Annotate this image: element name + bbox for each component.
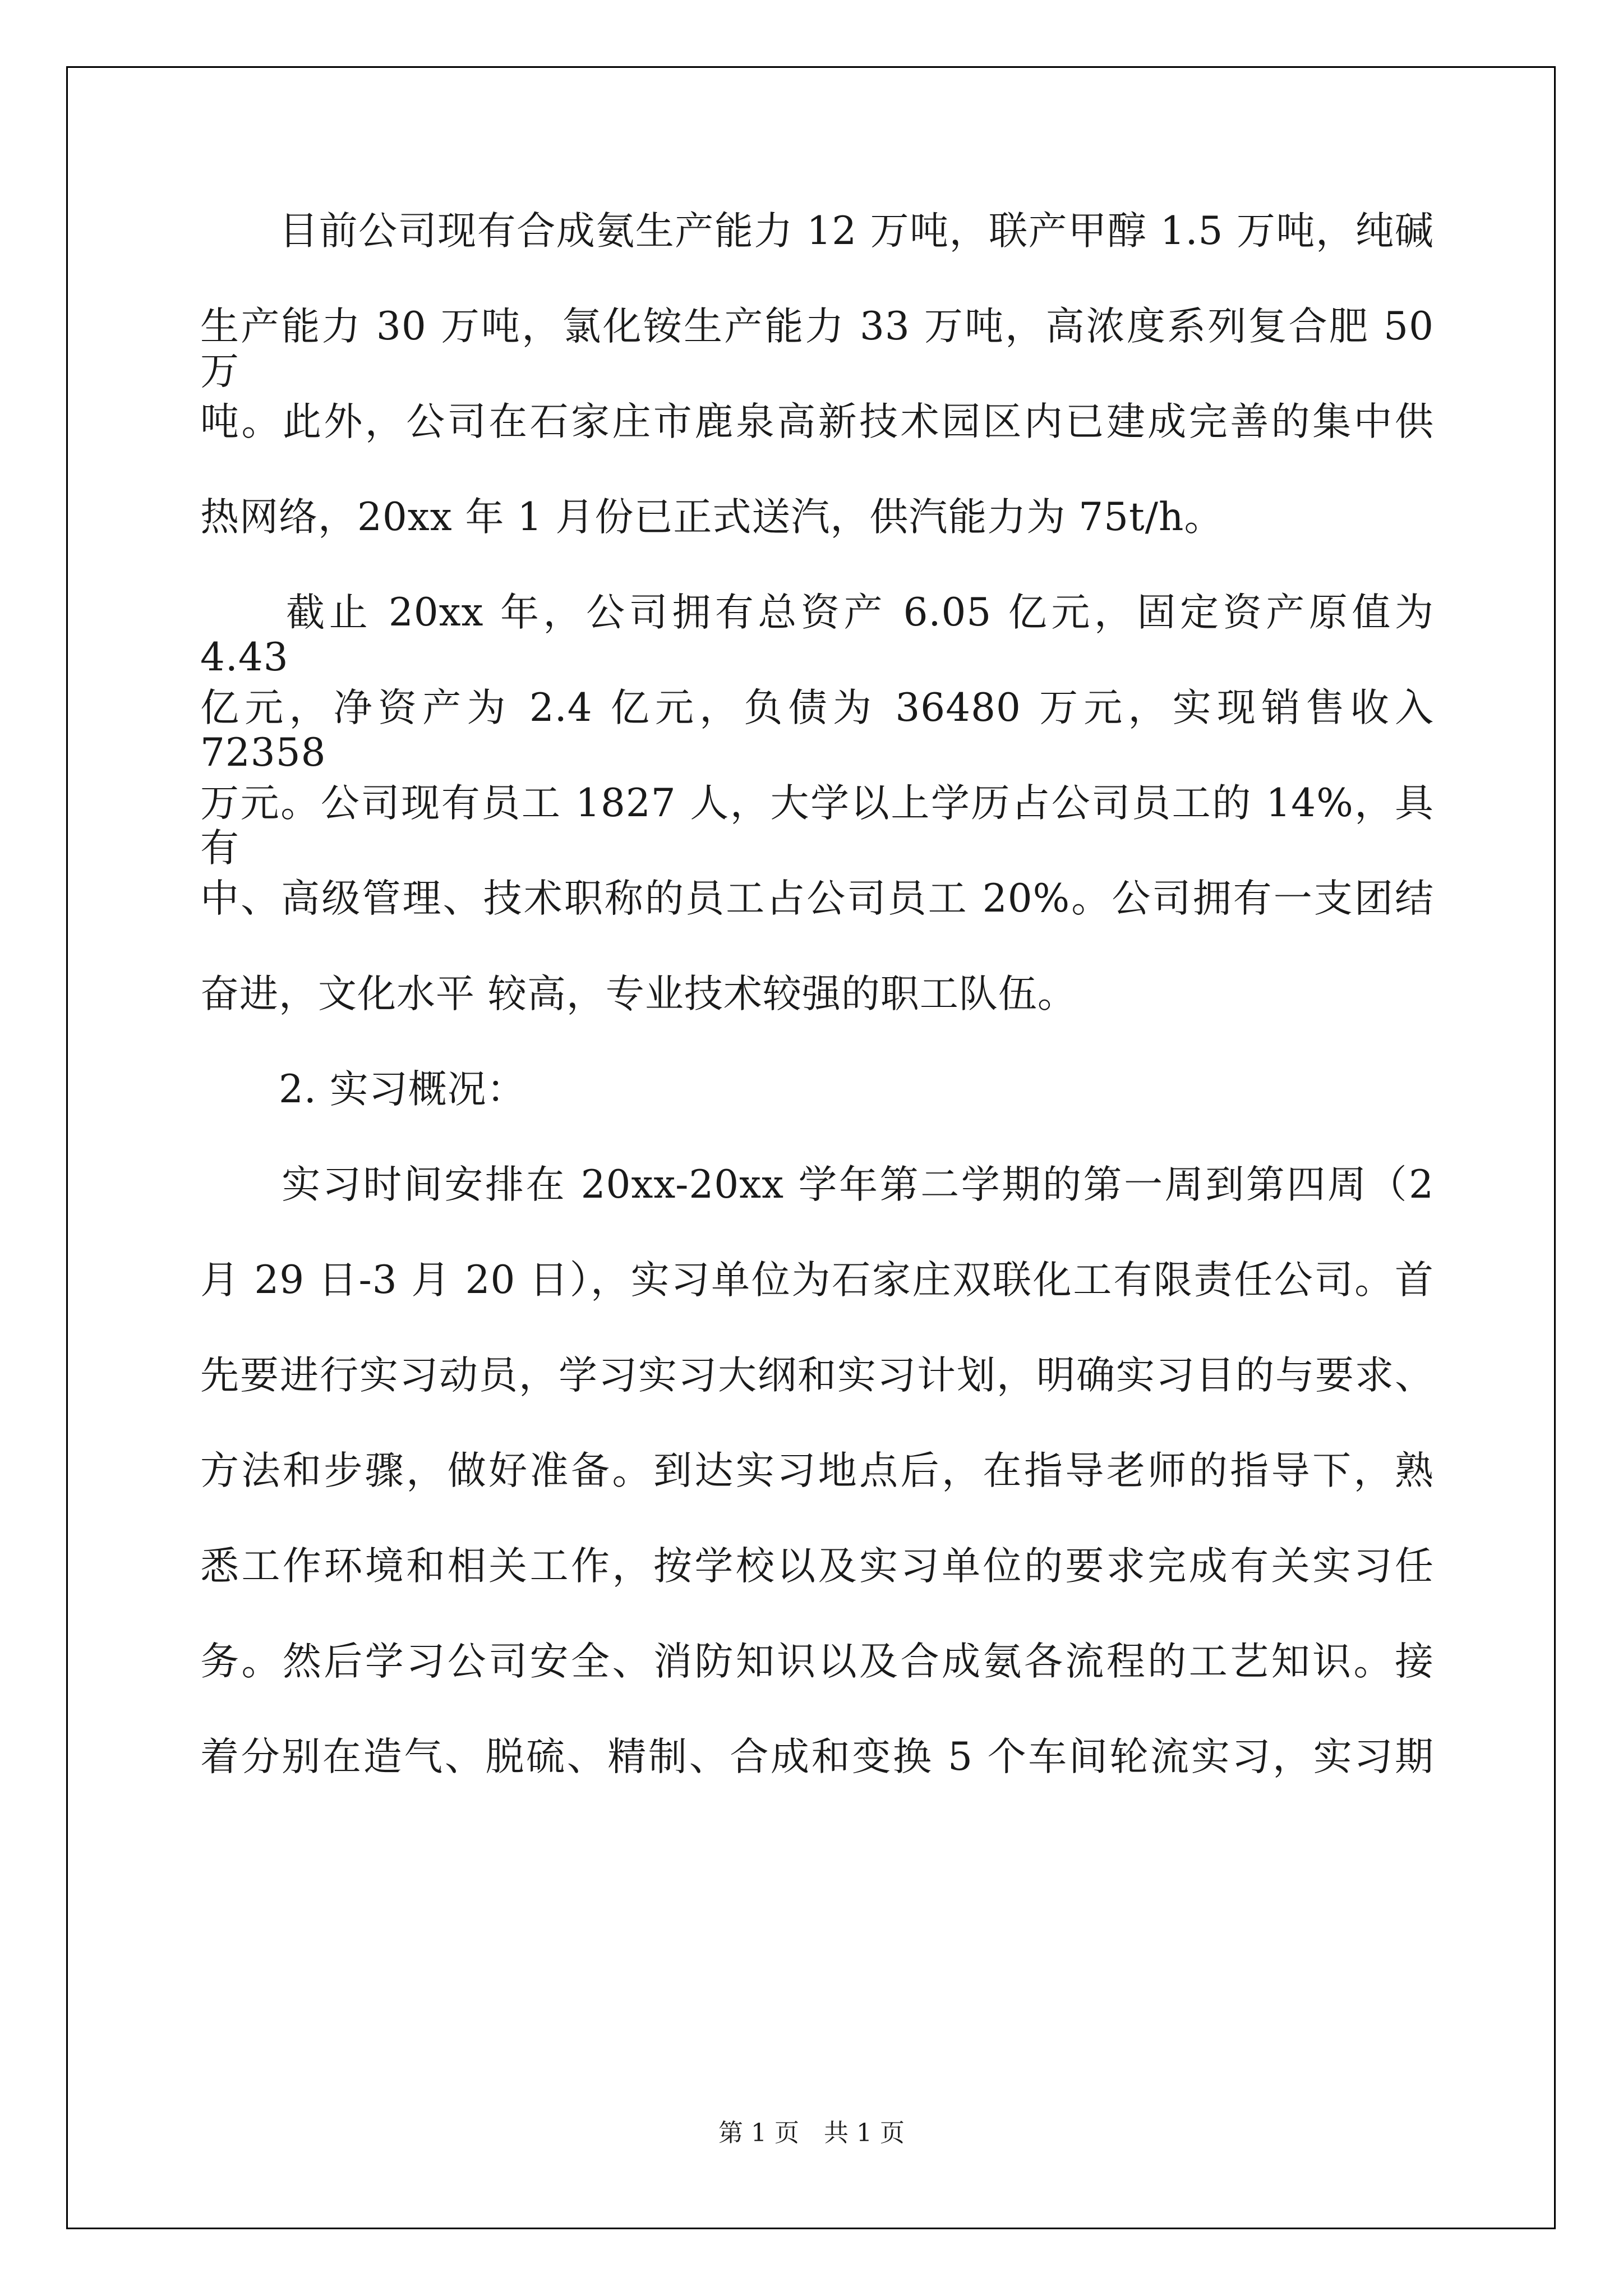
- text-line: 中、高级管理、技术职称的员工占公司员工 20%。公司拥有一支团结: [200, 876, 1434, 921]
- text-line: 截止 20xx 年，公司拥有总资产 6.05 亿元，固定资产原值为 4.43: [200, 590, 1434, 680]
- section-heading: 2. 实习概况：: [200, 1067, 526, 1112]
- text-line: 先要进行实习动员，学习实习大纲和实习计划，明确实习目的与要求、: [200, 1353, 1434, 1398]
- text-line: 生产能力 30 万吨，氯化铵生产能力 33 万吨，高浓度系列复合肥 50 万: [200, 304, 1434, 394]
- text-line: 月 29 日-3 月 20 日），实习单位为石家庄双联化工有限责任公司。首: [200, 1258, 1434, 1303]
- text-line: 着分别在造气、脱硫、精制、合成和变换 5 个车间轮流实习，实习期: [200, 1734, 1434, 1779]
- text-line: 热网络，20xx 年 1 月份已正式送汽，供汽能力为 75t/h。: [200, 495, 1224, 540]
- text-line: 目前公司现有合成氨生产能力 12 万吨，联产甲醇 1.5 万吨，纯碱: [200, 209, 1434, 254]
- page-border: [66, 66, 1556, 2229]
- text-line: 亿元，净资产为 2.4 亿元，负债为 36480 万元，实现销售收入 72358: [200, 685, 1434, 775]
- text-line: 吨。此外，公司在石家庄市鹿泉高新技术园区内已建成完善的集中供: [200, 399, 1434, 444]
- text-line: 万元。公司现有员工 1827 人，大学以上学历占公司员工的 14%，具有: [200, 781, 1434, 871]
- page-footer: 第 1 页 共 1 页: [718, 2119, 905, 2147]
- text-line: 奋进，文化水平 较高，专业技术较强的职工队伍。: [200, 972, 1077, 1016]
- text-line: 方法和步骤，做好准备。到达实习地点后，在指导老师的指导下，熟: [200, 1448, 1434, 1493]
- text-line: 悉工作环境和相关工作，按学校以及实习单位的要求完成有关实习任: [200, 1544, 1434, 1589]
- text-line: 实习时间安排在 20xx-20xx 学年第二学期的第一周到第四周（2: [200, 1162, 1434, 1207]
- text-line: 务。然后学习公司安全、消防知识以及合成氨各流程的工艺知识。接: [200, 1639, 1434, 1684]
